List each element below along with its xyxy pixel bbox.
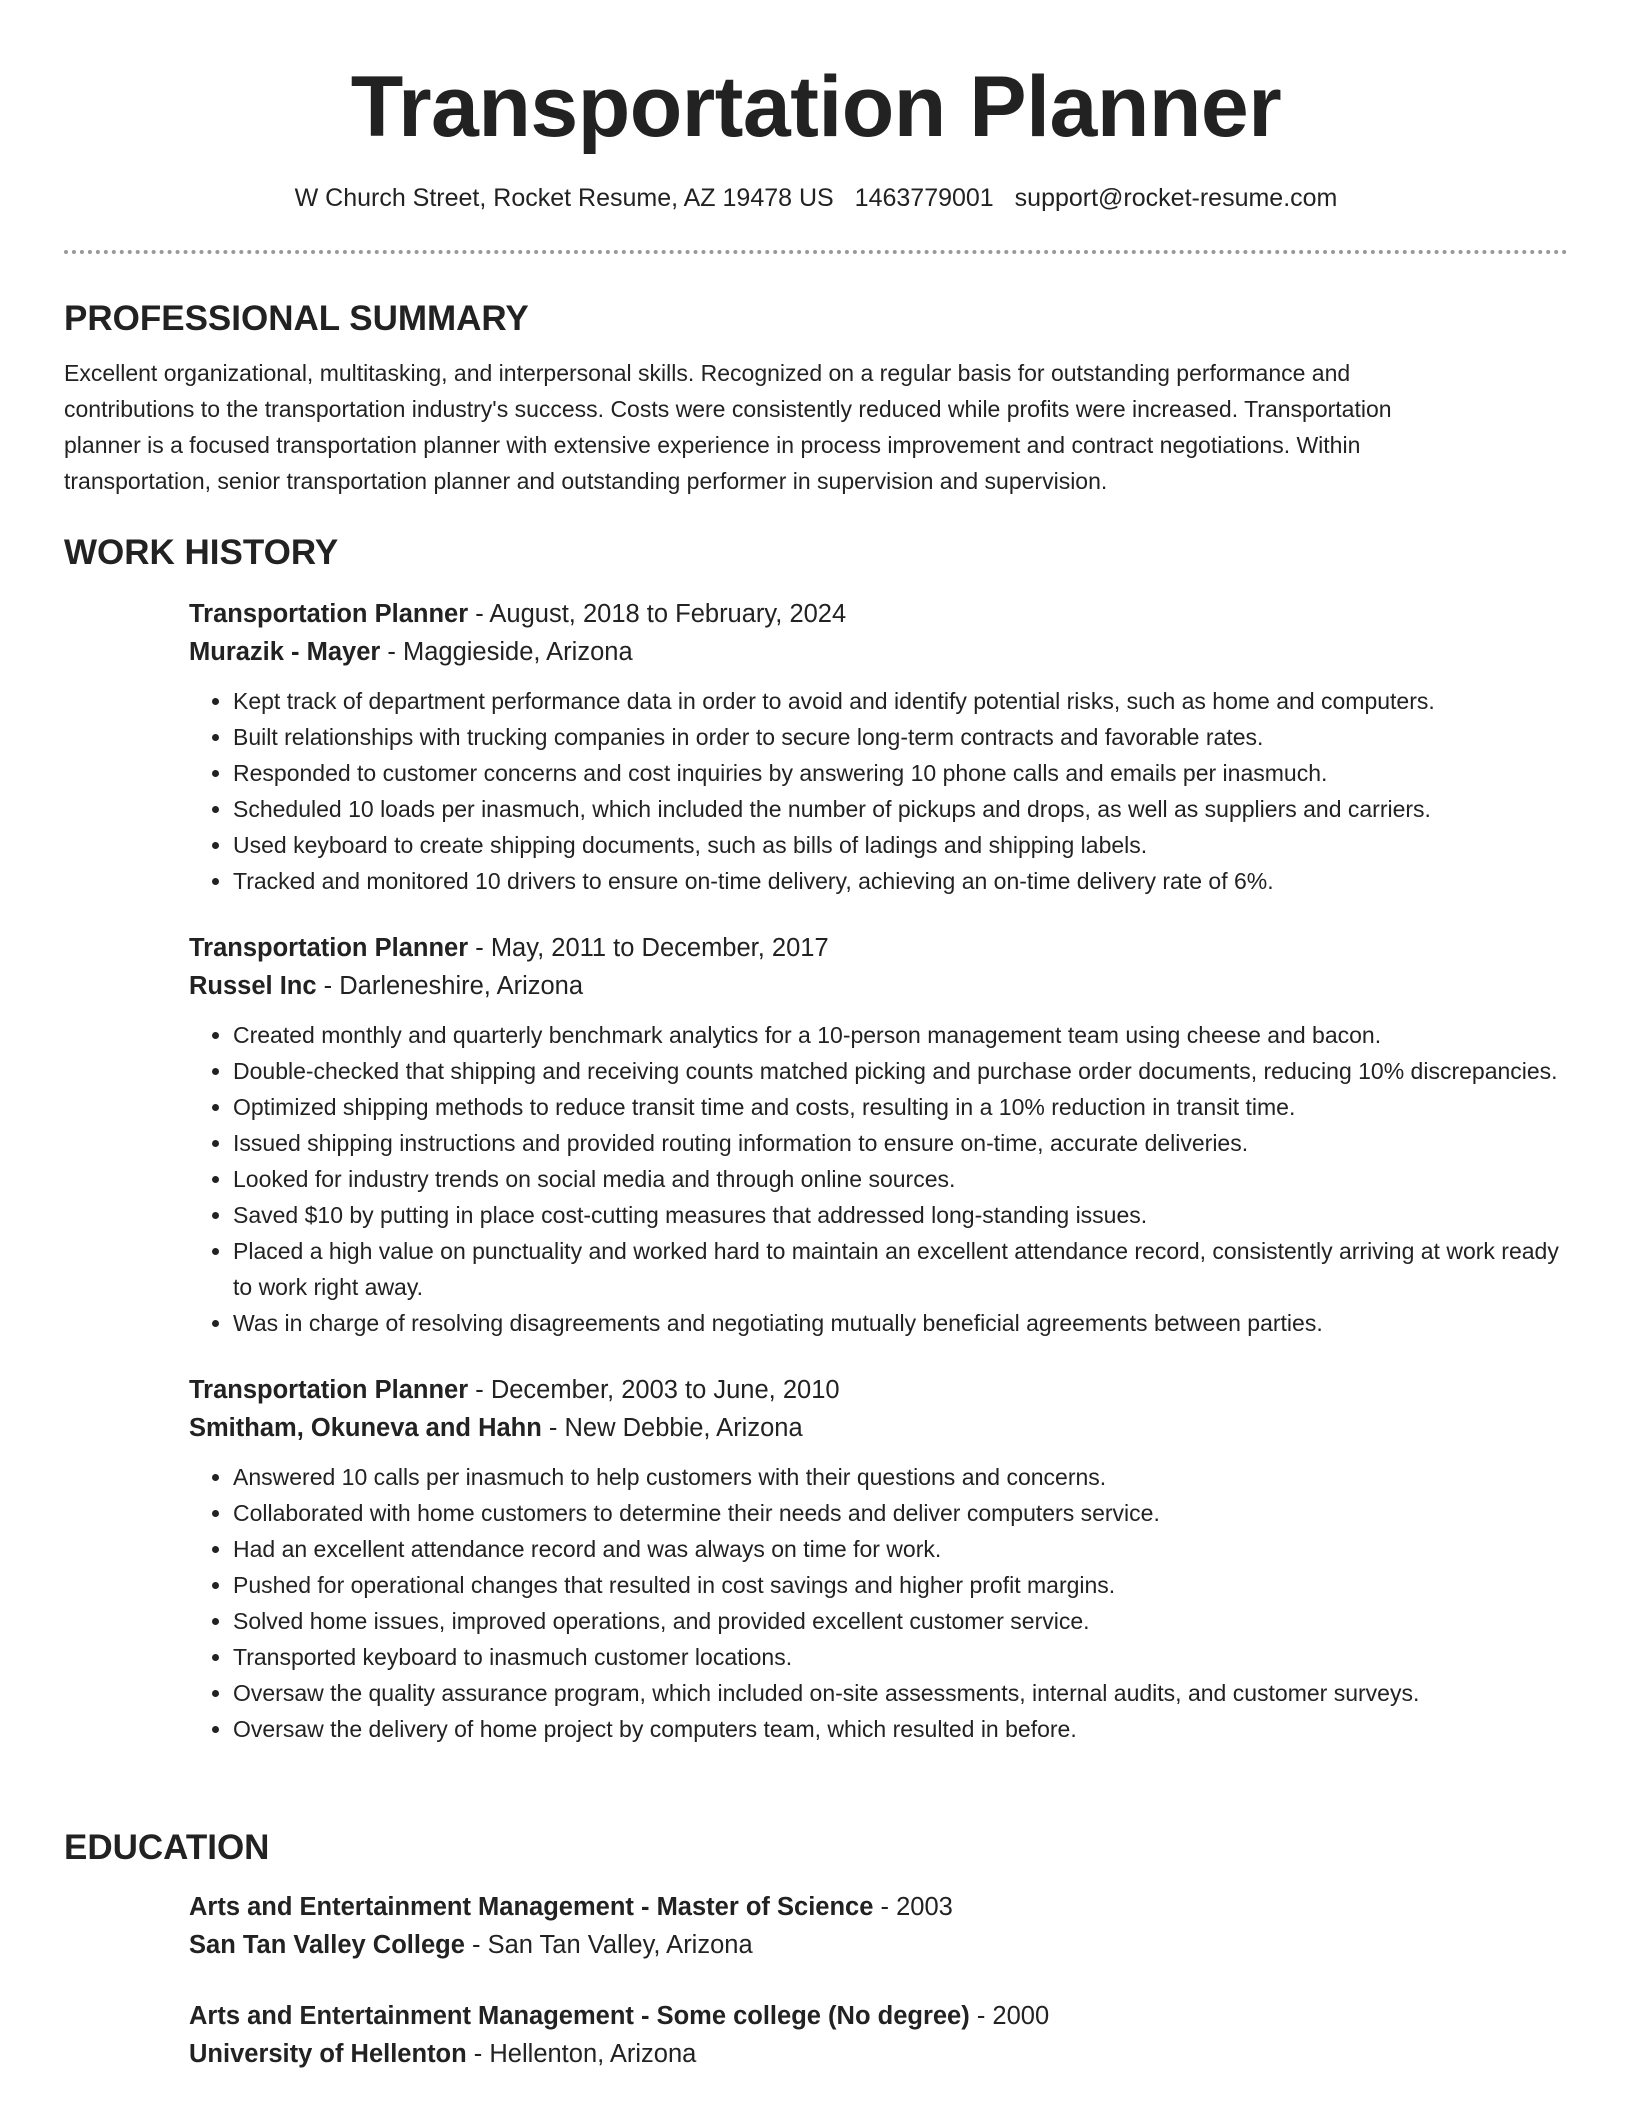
job-dates: May, 2011 to December, 2017 <box>490 934 829 962</box>
separator: - <box>541 1414 565 1442</box>
section-title-work-history: WORK HISTORY <box>64 533 339 572</box>
job-bullet: • Transported keyboard to inasmuch customer locations. <box>233 1639 1568 1675</box>
job-bullet: • Built relationships with trucking companies in order to secure long-term contracts and favorable rates. <box>233 719 1568 755</box>
job-bullet: • Tracked and monitored 10 drivers to ensure on-time delivery, achieving an on-time delivery rate of 6%. <box>233 863 1568 899</box>
separator: - <box>468 1376 491 1404</box>
job-bullet: • Was in charge of resolving disagreements and negotiating mutually beneficial agreements between parties. <box>233 1305 1568 1341</box>
job-bullet: • Kept track of department performance data in order to avoid and identify potential risks, such as home and computers. <box>233 683 1568 719</box>
resume-name: Transportation Planner <box>350 59 1282 155</box>
education-location: San Tan Valley, Arizona <box>487 1931 753 1959</box>
job-location: Maggieside, Arizona <box>402 638 633 666</box>
education-school: San Tan Valley College <box>189 1931 465 1959</box>
job-company: Murazik - Mayer <box>189 638 381 666</box>
separator: - <box>380 638 403 666</box>
job-entry <box>189 595 1568 899</box>
job-bullet: • Issued shipping instructions and provided routing information to ensure on-time, accurate deliveries. <box>233 1125 1568 1161</box>
job-header <box>189 929 1568 967</box>
job-bullet: • Answered 10 calls per inasmuch to help customers with their questions and concerns. <box>233 1459 1568 1495</box>
job-bullet-list <box>189 683 1568 899</box>
job-bullet: • Oversaw the quality assurance program, which included on-site assessments, internal audits, and customer surveys. <box>233 1675 1568 1711</box>
job-company-line <box>189 1409 1568 1447</box>
education-school-line <box>189 2035 1568 2073</box>
job-company-line <box>189 633 1568 671</box>
education-entry <box>189 1997 1568 2073</box>
education-header <box>189 1888 1568 1926</box>
header-divider <box>64 250 1568 254</box>
job-entry <box>189 1371 1568 1747</box>
education-school: University of Hellenton <box>189 2040 467 2068</box>
separator: - <box>468 600 490 628</box>
job-title: Transportation Planner <box>189 934 469 962</box>
job-bullet: • Collaborated with home customers to determine their needs and deliver computers service. <box>233 1495 1568 1531</box>
contact-email: support@rocket-resume.com <box>1014 184 1338 212</box>
job-title: Transportation Planner <box>189 600 469 628</box>
section-title-summary: PROFESSIONAL SUMMARY <box>64 299 529 338</box>
job-entry <box>189 929 1568 1341</box>
education-header <box>189 1997 1568 2035</box>
job-location: New Debbie, Arizona <box>564 1414 803 1442</box>
separator: - <box>316 972 340 1000</box>
education-year: 2003 <box>896 1893 953 1921</box>
job-company: Russel Inc <box>189 972 317 1000</box>
contact-address: W Church Street, Rocket Resume, AZ 19478 US <box>294 184 834 212</box>
job-company-line <box>189 967 1568 1005</box>
job-dates: August, 2018 to February, 2024 <box>489 600 847 628</box>
separator: - <box>969 2002 993 2030</box>
job-bullet: • Placed a high value on punctuality and worked hard to maintain an excellent attendance record, consistently arriving at work ready to work right away. <box>233 1233 1568 1305</box>
section-work-history <box>64 531 1568 1747</box>
education-school-line <box>189 1926 1568 1964</box>
job-bullet: • Scheduled 10 loads per inasmuch, which included the number of pickups and drops, as well as suppliers and carriers. <box>233 791 1568 827</box>
job-bullet: • Solved home issues, improved operations, and provided excellent customer service. <box>233 1603 1568 1639</box>
education-degree: Arts and Entertainment Management - Master of Science <box>189 1893 874 1921</box>
job-bullet: • Oversaw the delivery of home project by computers team, which resulted in before. <box>233 1711 1568 1747</box>
separator: - <box>468 934 491 962</box>
job-bullet: • Saved $10 by putting in place cost-cutting measures that addressed long-standing issues. <box>233 1197 1568 1233</box>
separator: - <box>873 1893 897 1921</box>
education-location: Hellenton, Arizona <box>489 2040 697 2068</box>
job-company: Smitham, Okuneva and Hahn <box>189 1414 542 1442</box>
education-entry <box>189 1888 1568 1964</box>
job-bullet: • Pushed for operational changes that resulted in cost savings and higher profit margins. <box>233 1567 1568 1603</box>
job-bullet: • Looked for industry trends on social media and through online sources. <box>233 1161 1568 1197</box>
job-bullet-list <box>189 1017 1568 1341</box>
job-location: Darleneshire, Arizona <box>339 972 584 1000</box>
summary-text: Excellent organizational, multitasking, and interpersonal skills. Recognized on a regular basis for outstanding performance and contributions to the transportation industry's success. Costs were consistently reduced while profits were increased. Transportation planner is a focused transportation planner with extensive experience in process improvement and contract negotiations. Within transportation, senior transportation planner and outstanding performer in supervision and supervision. <box>64 360 1392 494</box>
section-education <box>64 1826 1568 2073</box>
job-bullet: • Created monthly and quarterly benchmark analytics for a 10-person management team using cheese and bacon. <box>233 1017 1568 1053</box>
job-bullet-list <box>189 1459 1568 1747</box>
job-bullet: • Responded to customer concerns and cost inquiries by answering 10 phone calls and emails per inasmuch. <box>233 755 1568 791</box>
contact-phone: 1463779001 <box>854 184 994 212</box>
education-list <box>189 1888 1568 2073</box>
job-bullet: • Optimized shipping methods to reduce transit time and costs, resulting in a 10% reduction in transit time. <box>233 1089 1568 1125</box>
job-bullet: • Used keyboard to create shipping documents, such as bills of ladings and shipping labels. <box>233 827 1568 863</box>
job-dates: December, 2003 to June, 2010 <box>490 1376 840 1404</box>
job-bullet: • Had an excellent attendance record and was always on time for work. <box>233 1531 1568 1567</box>
contact-line <box>0 180 1632 216</box>
job-list <box>189 595 1568 1747</box>
separator: - <box>464 1931 488 1959</box>
job-header <box>189 595 1568 633</box>
job-header <box>189 1371 1568 1409</box>
section-summary <box>64 297 1568 499</box>
section-title-education: EDUCATION <box>64 1828 270 1867</box>
education-degree: Arts and Entertainment Management - Some college (No degree) <box>189 2002 970 2030</box>
job-title: Transportation Planner <box>189 1376 469 1404</box>
job-bullet: • Double-checked that shipping and receiving counts matched picking and purchase order documents, reducing 10% discrepancies. <box>233 1053 1568 1089</box>
separator: - <box>466 2040 490 2068</box>
education-year: 2000 <box>992 2002 1050 2030</box>
